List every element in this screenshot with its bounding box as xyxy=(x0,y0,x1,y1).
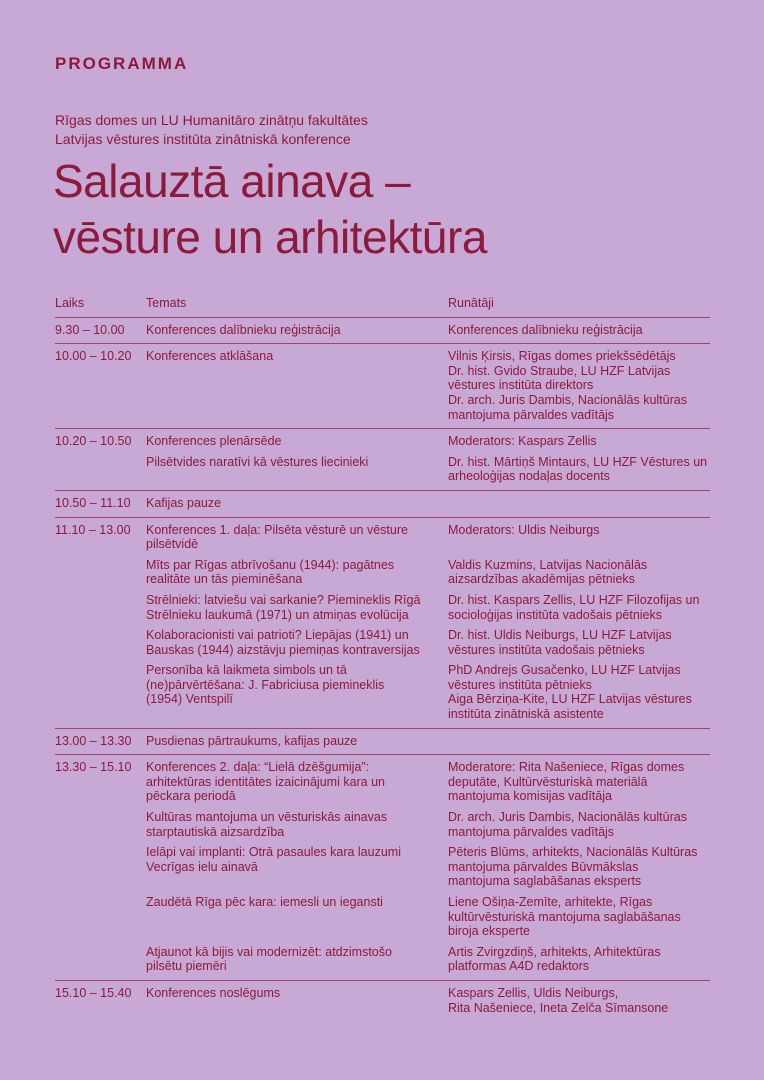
row-time: 10.50 – 11.10 xyxy=(55,495,131,510)
speaker-line: Vilnis Ķirsis, Rīgas domes priekšsēdētājs xyxy=(448,349,676,364)
row-time: 9.30 – 10.00 xyxy=(55,322,125,337)
topic-line: Kolaboracionisti vai patrioti? Liepājas (1941) un xyxy=(146,628,409,643)
topic-line: Konferences noslēgums xyxy=(146,985,281,1000)
speaker-line: biroja eksperte xyxy=(448,924,530,939)
session-item xyxy=(146,945,710,974)
session-speakers xyxy=(448,845,710,889)
topic-line: Mīts par Rīgas atbrīvošanu (1944): pagātnes xyxy=(146,557,395,572)
conference-title xyxy=(53,153,487,265)
topic-line: Bauskas (1944) aizstāvju piemiņas kontraversijas xyxy=(146,642,420,657)
speaker-line: PhD Andrejs Gusačenko, LU HZF Latvijas xyxy=(448,663,681,678)
session-item xyxy=(146,845,710,889)
speaker-line: Konferences dalībnieku reģistrācija xyxy=(448,322,643,337)
speaker-line: Artis Zvirgzdiņš, arhitekts, Arhitektūras xyxy=(448,944,661,959)
table-row xyxy=(55,490,710,517)
session-topic xyxy=(146,760,448,804)
column-header-speakers: Runātāji xyxy=(448,296,494,310)
speaker-line: Moderators: Uldis Neiburgs xyxy=(448,522,600,537)
session-speakers xyxy=(448,628,710,657)
topic-line: (ne)pārvērtēšana: J. Fabriciusa piemineklis xyxy=(146,677,385,692)
topic-line: arhitektūras identitātes izaicinājumi kara un xyxy=(146,774,386,789)
session-topic xyxy=(146,523,448,552)
session-item xyxy=(146,628,710,657)
session-item xyxy=(146,434,710,449)
title-line: Salauztā ainava – xyxy=(53,155,411,207)
session-item xyxy=(146,734,710,749)
session-topic xyxy=(146,845,448,889)
session-speakers xyxy=(448,323,710,338)
speaker-line: Dr. hist. Gvido Straube, LU HZF Latvijas xyxy=(448,363,671,378)
speaker-line: institūta zinātniskā asistente xyxy=(448,707,604,722)
speaker-line: vēstures institūta direktors xyxy=(448,378,594,393)
session-speakers xyxy=(448,434,710,449)
speaker-line: deputāte, Kultūrvēsturiskā materiālā xyxy=(448,774,648,789)
topic-line: Konferences 1. daļa: Pilsēta vēsturē un vēsture xyxy=(146,522,408,537)
session-speakers xyxy=(448,593,710,622)
session-speakers xyxy=(448,945,710,974)
column-header-time: Laiks xyxy=(55,296,85,310)
session-speakers xyxy=(448,349,710,422)
session-speakers xyxy=(448,496,710,511)
speaker-line: Rita Našeniece, Ineta Zelča Sīmansone xyxy=(448,1000,669,1015)
speaker-line: mantojuma komisijas vadītāja xyxy=(448,789,612,804)
session-speakers xyxy=(448,663,710,721)
session-speakers xyxy=(448,734,710,749)
session-topic xyxy=(146,986,448,1015)
session-topic xyxy=(146,593,448,622)
subtitle-line: Rīgas domes un LU Humanitāro zinātņu fakultātes xyxy=(55,112,368,128)
topic-line: pilsētu piemēri xyxy=(146,959,227,974)
row-time: 13.00 – 13.30 xyxy=(55,733,132,748)
session-item xyxy=(146,558,710,587)
table-row xyxy=(55,728,710,755)
topic-line: Strēlnieki: latviešu vai sarkanie? Piemineklis Rīgā xyxy=(146,592,421,607)
speaker-line: mantojuma pārvaldes vadītājs xyxy=(448,407,615,422)
speaker-line: Aiga Bērziņa-Kite, LU HZF Latvijas vēstures xyxy=(448,692,692,707)
speaker-line: platformas A4D redaktors xyxy=(448,959,590,974)
topic-line: Ielāpi vai implanti: Otrā pasaules kara lauzumi xyxy=(146,845,401,860)
topic-line: (1954) Ventspilī xyxy=(146,692,233,707)
speaker-line: socioloģijas institūta vadošais pētnieks xyxy=(448,607,663,622)
speaker-line: arheoloģijas nodaļas docents xyxy=(448,469,610,484)
speaker-line: vēstures institūta pētnieks xyxy=(448,677,592,692)
table-row xyxy=(55,517,710,728)
session-topic xyxy=(146,628,448,657)
speaker-line: Dr. hist. Mārtiņš Mintaurs, LU HZF Vēstures un xyxy=(448,454,708,469)
topic-line: pēckara periodā xyxy=(146,789,236,804)
topic-line: Kafijas pauze xyxy=(146,495,222,510)
session-topic xyxy=(146,349,448,422)
title-line: vēsture un arhitektūra xyxy=(53,211,487,263)
session-item xyxy=(146,810,710,839)
session-topic xyxy=(146,455,448,484)
session-speakers xyxy=(448,558,710,587)
session-topic xyxy=(146,895,448,939)
program-label: PROGRAMMA xyxy=(55,54,189,73)
session-item xyxy=(146,760,710,804)
topic-line: Personība kā laikmeta simbols un tā xyxy=(146,663,347,678)
speaker-line: vēstures institūta vadošais pētnieks xyxy=(448,642,645,657)
topic-line: Pilsētvides naratīvi kā vēstures liecinieki xyxy=(146,454,369,469)
conference-subtitle xyxy=(55,111,368,149)
topic-line: Konferences 2. daļa: “Lielā dzēšgumija”: xyxy=(146,760,370,775)
session-item xyxy=(146,663,710,721)
table-row xyxy=(55,980,710,1021)
session-item xyxy=(146,455,710,484)
session-item xyxy=(146,496,710,511)
session-speakers xyxy=(448,986,710,1015)
session-topic xyxy=(146,496,448,511)
table-row xyxy=(55,754,710,980)
column-header-topic: Temats xyxy=(146,296,187,310)
topic-line: Strēlnieku laukumā (1971) un atmiņas evolūcija xyxy=(146,607,409,622)
topic-line: realitāte un tās pieminēšana xyxy=(146,572,303,587)
speaker-line: mantojuma pārvaldes Būvmākslas xyxy=(448,859,639,874)
speaker-line: Dr. hist. Kaspars Zellis, LU HZF Filozofijas un xyxy=(448,592,700,607)
session-topic xyxy=(146,663,448,721)
speaker-line: Pēteris Blūms, arhitekts, Nacionālās Kultūras xyxy=(448,845,698,860)
row-time: 10.20 – 10.50 xyxy=(55,434,132,449)
session-item xyxy=(146,349,710,422)
speaker-line: Liene Ošiņa-Zemīte, arhitekte, Rīgas xyxy=(448,895,653,909)
speaker-line: kultūrvēsturiskā mantojuma saglabāšanas xyxy=(448,909,681,924)
topic-line: pilsētvidē xyxy=(146,537,199,552)
topic-line: starptautiskā aizsardzība xyxy=(146,824,285,839)
table-row xyxy=(55,317,710,344)
session-topic xyxy=(146,434,448,449)
session-speakers xyxy=(448,455,710,484)
table-row xyxy=(55,343,710,428)
topic-line: Konferences atklāšana xyxy=(146,349,274,364)
topic-line: Kultūras mantojuma un vēsturiskās ainavas xyxy=(146,810,388,825)
subtitle-line: Latvijas vēstures institūta zinātniskā konference xyxy=(55,131,351,147)
speaker-line: Kaspars Zellis, Uldis Neiburgs, xyxy=(448,985,619,1000)
session-topic xyxy=(146,945,448,974)
session-topic xyxy=(146,810,448,839)
session-speakers xyxy=(448,760,710,804)
speaker-line: mantojuma pārvaldes vadītājs xyxy=(448,824,615,839)
speaker-line: mantojuma saglabāšanas eksperts xyxy=(448,874,642,889)
speaker-line: Moderators: Kaspars Zellis xyxy=(448,434,597,449)
speaker-line: Valdis Kuzmins, Latvijas Nacionālās xyxy=(448,557,648,572)
session-item xyxy=(146,323,710,338)
topic-line: Vecrīgas ielu ainavā xyxy=(146,859,258,874)
speaker-line: Moderatore: Rita Našeniece, Rīgas domes xyxy=(448,760,685,775)
session-speakers xyxy=(448,895,710,939)
speaker-line: Dr. arch. Juris Dambis, Nacionālās kultūras xyxy=(448,392,687,407)
session-topic xyxy=(146,734,448,749)
session-item xyxy=(146,895,710,939)
session-item xyxy=(146,986,710,1015)
row-time: 13.30 – 15.10 xyxy=(55,760,132,775)
schedule-table xyxy=(55,296,710,1021)
topic-line: Konferences plenārsēde xyxy=(146,434,282,449)
topic-line: Atjaunot kā bijis vai modernizēt: atdzimstošo xyxy=(146,944,392,959)
table-header-row xyxy=(55,296,710,317)
session-topic xyxy=(146,558,448,587)
speaker-line: aizsardzības akadēmijas pētnieks xyxy=(448,572,635,587)
topic-line: Konferences dalībnieku reģistrācija xyxy=(146,322,341,337)
session-topic xyxy=(146,323,448,338)
session-speakers xyxy=(448,810,710,839)
speaker-line: Dr. arch. Juris Dambis, Nacionālās kultūras xyxy=(448,810,687,825)
row-time: 10.00 – 10.20 xyxy=(55,349,132,364)
topic-line: Zaudētā Rīga pēc kara: iemesli un iegansti xyxy=(146,895,383,909)
table-row xyxy=(55,428,710,490)
speaker-line: Dr. hist. Uldis Neiburgs, LU HZF Latvijas xyxy=(448,628,672,643)
topic-line: Pusdienas pārtraukums, kafijas pauze xyxy=(146,733,358,748)
row-time: 15.10 – 15.40 xyxy=(55,985,132,1000)
session-item xyxy=(146,593,710,622)
row-time: 11.10 – 13.00 xyxy=(55,522,131,537)
session-speakers xyxy=(448,523,710,552)
session-item xyxy=(146,523,710,552)
